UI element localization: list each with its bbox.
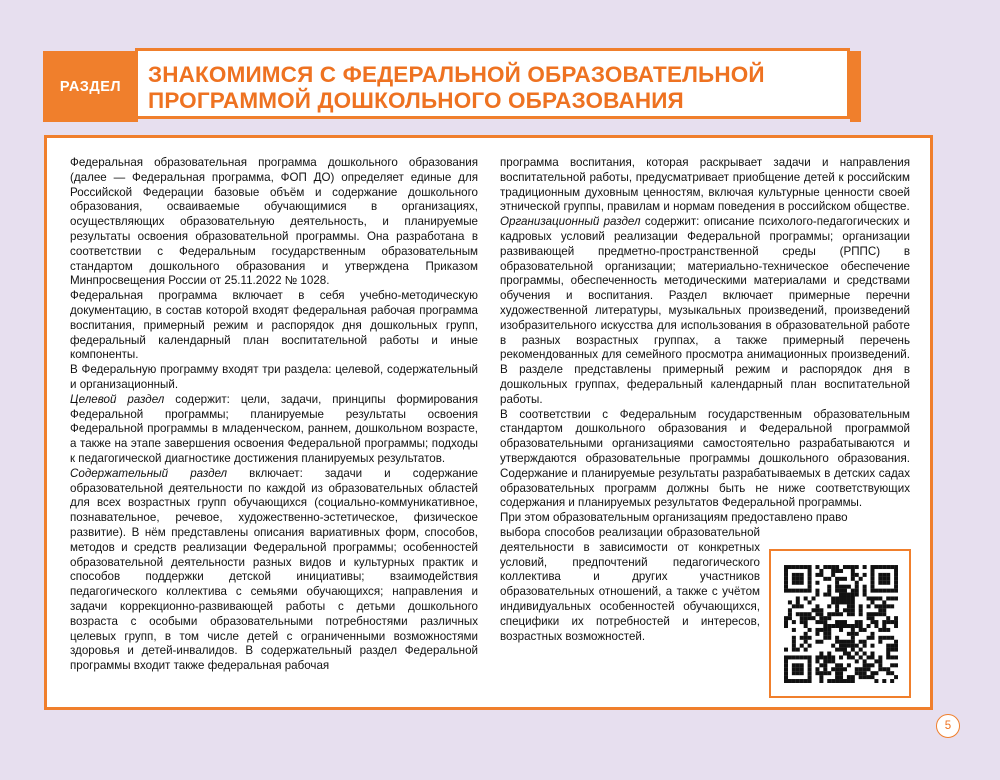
header-band-right xyxy=(850,51,861,122)
page-number: 5 xyxy=(936,714,960,738)
section-tag: РАЗДЕЛ xyxy=(59,78,122,95)
page-title xyxy=(148,62,765,114)
paragraph-right-choice-first: При этом образовательным организациям предоставлено право xyxy=(500,511,848,525)
paragraph-program-content: Федеральная программа включает в себя учебно-методическую документацию, в состав которой входят федеральная рабочая программа воспитания, примерный режим и распорядок дня дошкольных групп, федеральный календарный план воспитательной работы и иные компоненты. xyxy=(70,289,478,362)
page-title-line-2: ПРОГРАММОЙ ДОШКОЛЬНОГО ОБРАЗОВАНИЯ xyxy=(148,88,684,113)
content-card xyxy=(44,135,933,710)
qr-code-frame[interactable] xyxy=(769,549,911,698)
left-column xyxy=(70,156,478,674)
term-org-section: Организационный раздел xyxy=(500,215,641,229)
paragraph-standard: В соответствии с Федеральным государственным образовательным стандартом дошкольного образования и Федеральной программой образовательными организациями самостоятельно разрабатываются и утверждаются образовательные программы дошкольного образования. Содержание и планируемые результаты разрабатываемых в детских садах образовательных программ должны быть не ниже соответствующих содержания и планируемых результатов Федеральной программы. xyxy=(500,407,910,510)
paragraph-right-choice: выбора способов реализации образовательной деятельности в зависимости от конкретных условий, предпочтений педагогического коллектива и других участников образовательных отношений, а также с учётом индивидуальных особенностей обучающихся, специфики их потребностей и интересов, возрастных возможностей. xyxy=(500,525,760,643)
paragraph-upbringing: программа воспитания, которая раскрывает задачи и направления воспитательной работы, предусматривает приобщение детей к российским традиционным духовным ценностям, включая культурные ценности своей этнической группы, правилам и нормам поведения в российском обществе. xyxy=(500,156,910,214)
qr-wrap-text-block xyxy=(500,526,760,644)
paragraph-sections: В Федеральную программу входят три раздела: целевой, содержательный и организационный. xyxy=(70,363,478,391)
target-section-text: содержит: цели, задачи, принципы формирования Федеральной программы; планируемые результаты освоения Федеральной программы в младенческом, раннем, дошкольном возрасте, а также на этапе завершения освоения Федеральной программы; подходы к педагогической диагностике достижения планируемых результатов. xyxy=(70,392,479,465)
org-section-text: содержит: описание психолого-педагогических и кадровых условий реализации Федеральной программы; организации развивающей предметно-пространственной среды (РППС) в образовательной организации; материально-техническое обеспечение программы, обеспеченность методическими материалами и средствами обучения и воспитания. Раздел включает примерные перечни художественной литературы, музыкальных произведений, произведений изобразительного искусства для использования в образовательной работе в разных возрастных группах, а также примерный перечень рекомендованных для семейного просмотра анимационных произведений. В разделе представлены примерный режим и распорядок дня в дошкольных группах, федеральный календарный план воспитательной работы. xyxy=(500,215,910,406)
title-box xyxy=(135,48,850,119)
page-title-line-1: ЗНАКОМИМСЯ С ФЕДЕРАЛЬНОЙ ОБРАЗОВАТЕЛЬНОЙ xyxy=(148,62,765,87)
paragraph-content-section xyxy=(70,467,478,674)
paragraph-intro: Федеральная образовательная программа дошкольного образования (далее — Федеральная программа, ФОП ДО) определяет единые для Российской Федерации базовые объём и содержание дошкольного образования, осваиваемые обучающимися в организациях, осуществляющих образовательную деятельность, и планируемые результаты освоения образовательной программы. Она разработана в соответствии с Федеральным государственным образовательным стандартом дошкольного образования и утверждена Приказом Минпросвещения России от 25.11.2022 № 1028. xyxy=(70,156,478,288)
content-section-text: включает: задачи и содержание образовательной деятельности по каждой из образовательных областей для всех возрастных групп обучающихся (социально-коммуникативное, познавательное, речевое, художественно-эстетическое, физическое развитие). В нём представлены описания вариативных форм, способов, методов и средств реализации Федеральной программы; особенностей образовательной деятельности разных видов и культурных практик и способов поддержки детской инициативы; взаимодействия педагогического коллектива с семьями обучающихся; направления и задачи коррекционно-развивающей работы с детьми дошкольного возраста с особыми образовательными потребностями различных целевых групп, в том числе детей с ограниченными возможностями здоровья и детей-инвалидов. В содержательный раздел Федеральной программы входит также федеральная рабочая xyxy=(70,466,479,673)
qr-code[interactable] xyxy=(784,565,898,683)
paragraph-org-section xyxy=(500,215,910,407)
term-target-section: Целевой раздел xyxy=(70,392,165,406)
term-content-section: Содержательный раздел xyxy=(70,466,228,480)
paragraph-target-section xyxy=(70,393,478,467)
